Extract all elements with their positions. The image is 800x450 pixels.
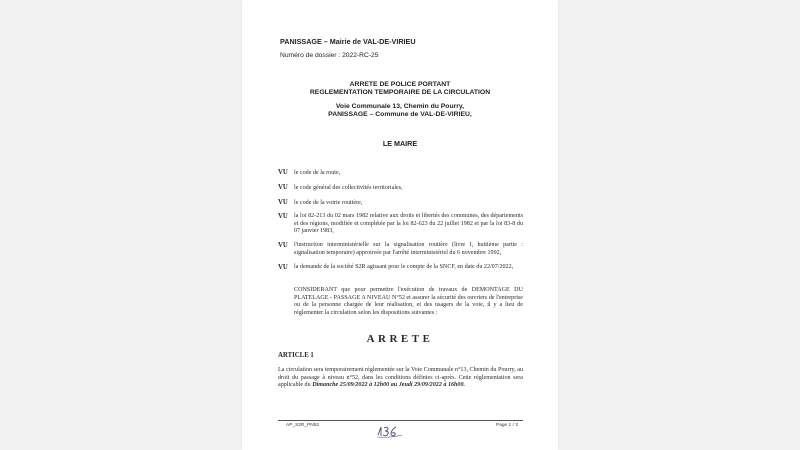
vu-item-collectivites: le code général des collectivités territoriales, — [294, 185, 403, 191]
vu-item-route: le code de la route, — [294, 170, 341, 176]
vu-label: VU — [278, 242, 288, 249]
vu-label: VU — [278, 184, 288, 191]
document-page — [242, 0, 558, 450]
municipality-header: PANISSAGE – Mairie de VAL-DE-VIRIEU — [280, 37, 416, 46]
vu-label: VU — [278, 264, 288, 271]
vu-item-loi: la loi 82-213 du 02 mars 1982 relative aux droits et libertés des communes, des départements et des régions, modifiée et complétée par la loi 82-623 du 22 juillet 1982 et par la loi 83-8 du 07 janvier 1983, — [294, 213, 523, 235]
dossier-number: Numéro de dossier : 2022-RC-25 — [280, 52, 379, 59]
article-1-title: ARTICLE 1 — [278, 352, 314, 359]
vu-item-demande: la demande de la société S2R agissant pour le compte de la SNCF, en date du 22/07/2022, — [294, 264, 514, 270]
article-1-dates: Dimanche 25/09/2022 à 12h00 au Jeudi 29/09/2022 à 16h00. — [312, 382, 466, 389]
considerant-paragraph: CONSIDERANT que pour permettre l'exécution de travaux de DEMONTAGE DU PLATELAGE - PASSAGE A NIVEAU N°52 et assurer la sécurité des ouvriers de l'entreprise ou de la personne chargée de leur réalisation, et des usagers de la voie, il y a lieu de réglementer la circulation selon les dispositions suivantes : — [294, 287, 523, 316]
footer-divider — [278, 420, 523, 421]
location-block — [242, 103, 558, 118]
article-1-text: La circulation sera temporairement réglementée sur la Voie Communale n°13, Chemin du Pourry, au droit du passage à niveau n°52, dans les conditions définies ci-après. Cette réglementation sera applicable du — [278, 367, 523, 389]
decree-title-line2: REGLEMENTATION TEMPORAIRE DE LA CIRCULATION — [309, 88, 491, 96]
page-number: Page 1 / 3 — [496, 423, 518, 428]
vu-label: VU — [278, 199, 288, 206]
vu-item-voirie: le code de la voirie routière, — [294, 200, 363, 206]
authority-heading: LE MAIRE — [382, 139, 418, 148]
decree-title — [242, 81, 558, 96]
location-line1: Voie Communale 13, Chemin du Pourry, — [335, 103, 465, 110]
decree-title-line1: ARRETE DE POLICE PORTANT — [349, 81, 451, 88]
vu-label: VU — [278, 213, 288, 220]
vu-label: VU — [278, 169, 288, 176]
arrete-heading: ARRETE — [366, 333, 434, 345]
location-line2: PANISSAGE – Commune de VAL-DE-VIRIEU, — [328, 110, 472, 118]
vu-item-instruction: l'instruction interministérielle sur la signalisation routière (livre I, huitième partie : signalisation temporaire) approuvée par l'arrêté interministériel du 6 novembre 1992, — [294, 242, 523, 256]
article-1-body — [278, 367, 523, 390]
handwritten-number — [375, 424, 405, 438]
footer-reference: AP_S2R_PN52 — [286, 423, 320, 428]
